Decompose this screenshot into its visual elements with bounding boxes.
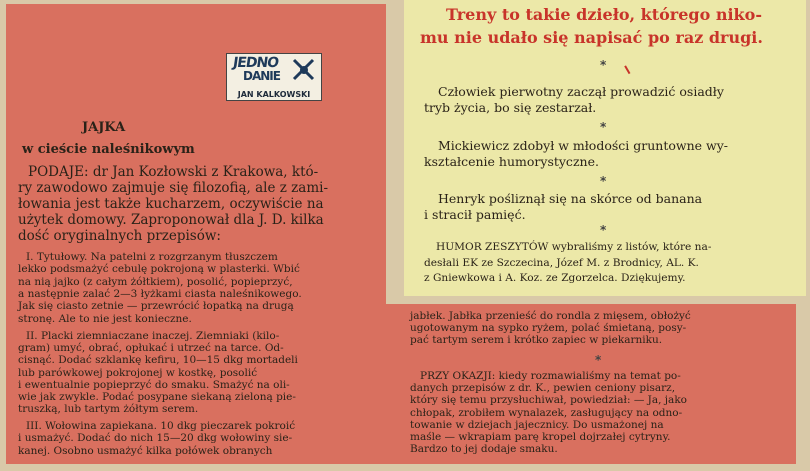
headline-line: Treny to takie dzieło, którego niko- (446, 5, 762, 24)
intro-line: łowania jest także kucharzem, oczywiście na (18, 196, 324, 212)
recipe3-line: kanej. Osobno usmażyć kilka połówek obranych (18, 445, 273, 457)
recipe1-line: stronę. Ale to nie jest konieczne. (18, 313, 192, 325)
joke-line: Mickiewicz zdobył w młodości gruntowne wy- (438, 138, 728, 153)
recipe1-line: na nią jajko (z całym żółtkiem), posolić, popieprzyć, (18, 276, 293, 288)
recipe-subheading: w cieście naleśnikowym (22, 142, 195, 157)
joke-line: i stracił pamięć. (424, 207, 526, 222)
note-line: Bardzo to jej dodaje smaku. (410, 443, 558, 455)
recipe1-line: lekko podsmażyć cebulę pokrojoną w plasterki. Wbić (18, 263, 300, 275)
joke-line: Człowiek pierwotny zaczął prowadzić osiadły (438, 84, 724, 99)
recipe-heading: JAJKA (82, 120, 126, 135)
recipe2-line: i ewentualnie popieprzyć do smaku. Smażyć na oli- (18, 379, 290, 391)
recipe2-line: wie jak zwykle. Podać posypane siekaną zieloną pie- (18, 391, 296, 403)
recipe1-line: a następnie zalać 2—3 łyżkami ciasta naleśnikowego. (18, 288, 302, 300)
cutlery-icon (291, 57, 317, 83)
separator-star: * (600, 120, 607, 134)
intro-line: użytek domowy. Zaproponował dla J. D. kilka (18, 212, 324, 228)
intro-line: ry zawodowo zajmuje się filozofią, ale z zami- (18, 180, 329, 196)
recipe2-line: cisnąć. Dodać szklankę kefiru, 10—15 dkg mortadeli (18, 354, 298, 366)
recipe3-line: III. Wołowina zapiekana. 10 dkg pieczarek pokroić (26, 420, 296, 432)
note-line: maśle — wkrapiam parę kropel dojrzałej cytryny. (410, 431, 671, 443)
credits-line: HUMOR ZESZYTÓW wybraliśmy z listów, które na- (436, 241, 712, 253)
credits-line: desłali EK ze Szczecina, Józef M. z Brodnicy, AL. K. (424, 257, 699, 269)
recipe2-line: lub parówkowej pokrojonej w kostkę, posolić (18, 367, 258, 379)
separator-star: * (595, 353, 602, 367)
joke-line: Henryk pośliznął się na skórce od banana (438, 191, 703, 206)
continuation-line: jabłek. Jabłka przenieść do rondla z mięsem, obłożyć (410, 310, 691, 322)
recipe1-line: I. Tytułowy. Na patelni z rozgrzanym tłuszczem (26, 251, 278, 263)
note-line: chłopak, zrobiłem wynalazek, zasługujący na odno- (410, 407, 683, 419)
separator-star: * (600, 58, 607, 72)
jedno-danie-logo (226, 53, 322, 101)
logo-line2: DANIE (243, 69, 280, 83)
intro-line: dość oryginalnych przepisów: (18, 228, 221, 244)
headline-line: mu nie udało się napisać po raz drugi. (420, 28, 763, 47)
recipe3-line: i usmażyć. Dodać do nich 15—20 dkg wołowiny sie- (18, 432, 293, 444)
recipe2-line: truszką, lub tartym żółtym serem. (18, 403, 199, 415)
note-line: PRZY OKAZJI: kiedy rozmawialiśmy na temat po- (420, 370, 681, 382)
note-line: który się temu przysłuchiwał, powiedział: — Ja, jako (410, 394, 688, 406)
intro-line: PODAJE: dr Jan Kozłowski z Krakowa, któ- (28, 164, 319, 180)
joke-line: tryb życia, bo się zestarzał. (424, 100, 597, 115)
note-line: danych przepisów z dr. K., pewien ceniony pisarz, (410, 382, 676, 394)
separator-star: * (600, 223, 607, 237)
recipe2-line: II. Placki ziemniaczane inaczej. Ziemniaki (kilo- (26, 330, 280, 342)
logo-author: JAN KALKOWSKI (237, 90, 311, 99)
continuation-line: ugotowanym na sypko ryżem, polać śmietaną, posy- (410, 322, 687, 334)
logo-line1: JEDNO (231, 55, 280, 71)
recipe2-line: gram) umyć, obrać, opłukać i utrzeć na tarce. Od- (18, 342, 284, 354)
recipe1-line: Jak się ciasto zetnie — przewrócić łopatką na drugą (18, 300, 294, 312)
note-line: towanie w dziejach jajecznicy. Do usmażonej na (410, 419, 664, 431)
continuation-line: pać tartym serem i krótko zapiec w piekarniku. (410, 334, 663, 346)
joke-line: kształcenie humorystyczne. (424, 154, 599, 169)
credits-line: z Gniewkowa i A. Koz. ze Zgorzelca. Dziękujemy. (424, 272, 686, 284)
separator-star: * (600, 174, 607, 188)
